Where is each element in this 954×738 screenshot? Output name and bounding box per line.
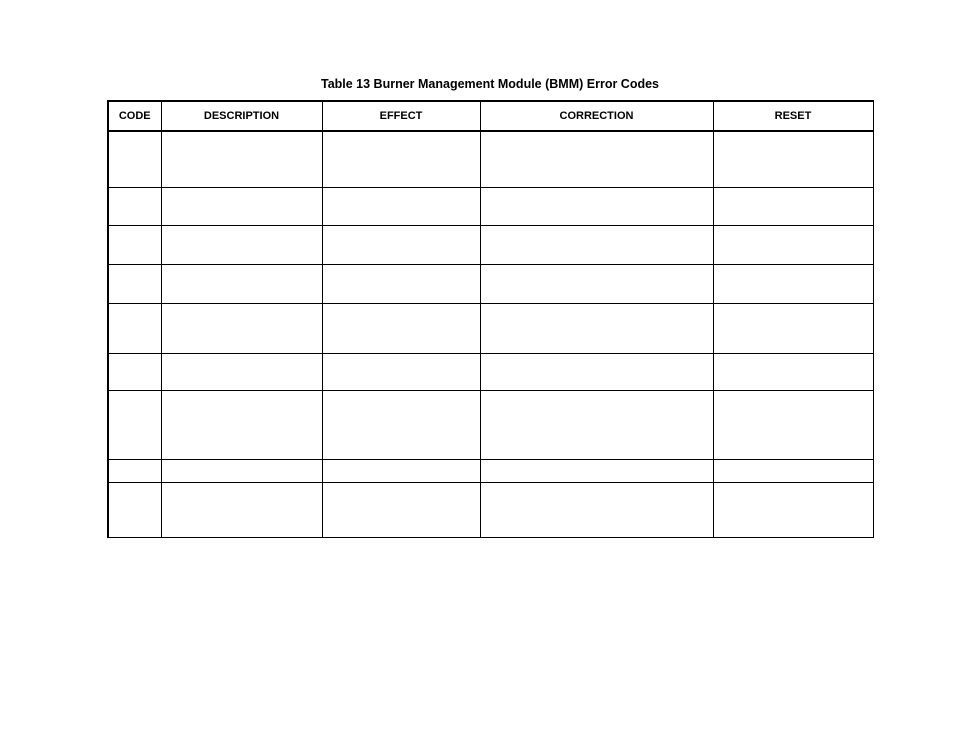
cell-effect bbox=[322, 354, 480, 391]
cell-effect bbox=[322, 304, 480, 354]
header-description: DESCRIPTION bbox=[161, 101, 322, 131]
cell-effect bbox=[322, 226, 480, 265]
table-row bbox=[108, 226, 873, 265]
cell-code bbox=[108, 354, 161, 391]
table-row bbox=[108, 265, 873, 304]
cell-code bbox=[108, 460, 161, 483]
cell-code bbox=[108, 483, 161, 538]
cell-reset bbox=[713, 188, 873, 226]
header-reset: RESET bbox=[713, 101, 873, 131]
cell-reset bbox=[713, 354, 873, 391]
cell-code bbox=[108, 131, 161, 188]
header-correction: CORRECTION bbox=[480, 101, 713, 131]
table-row bbox=[108, 304, 873, 354]
cell-code bbox=[108, 391, 161, 460]
table-row bbox=[108, 460, 873, 483]
cell-correction bbox=[480, 460, 713, 483]
cell-effect bbox=[322, 483, 480, 538]
cell-reset bbox=[713, 131, 873, 188]
cell-effect bbox=[322, 131, 480, 188]
cell-effect bbox=[322, 391, 480, 460]
table-row bbox=[108, 391, 873, 460]
table-row bbox=[108, 131, 873, 188]
cell-code bbox=[108, 265, 161, 304]
error-codes-table-container bbox=[107, 100, 872, 538]
cell-reset bbox=[713, 226, 873, 265]
cell-reset bbox=[713, 483, 873, 538]
cell-description bbox=[161, 460, 322, 483]
table-row bbox=[108, 483, 873, 538]
cell-correction bbox=[480, 391, 713, 460]
table-row bbox=[108, 188, 873, 226]
header-effect: EFFECT bbox=[322, 101, 480, 131]
header-code: CODE bbox=[108, 101, 161, 131]
cell-correction bbox=[480, 265, 713, 304]
cell-description bbox=[161, 265, 322, 304]
cell-description bbox=[161, 354, 322, 391]
cell-reset bbox=[713, 391, 873, 460]
cell-correction bbox=[480, 304, 713, 354]
cell-description bbox=[161, 131, 322, 188]
cell-effect bbox=[322, 265, 480, 304]
cell-effect bbox=[322, 188, 480, 226]
cell-correction bbox=[480, 354, 713, 391]
cell-correction bbox=[480, 483, 713, 538]
cell-description bbox=[161, 226, 322, 265]
cell-correction bbox=[480, 188, 713, 226]
error-codes-table bbox=[107, 100, 874, 538]
cell-reset bbox=[713, 265, 873, 304]
cell-code bbox=[108, 226, 161, 265]
cell-description bbox=[161, 304, 322, 354]
table-caption: Table 13 Burner Management Module (BMM) Error Codes bbox=[320, 77, 659, 91]
table-header-row bbox=[108, 101, 873, 131]
cell-description bbox=[161, 188, 322, 226]
cell-code bbox=[108, 188, 161, 226]
cell-reset bbox=[713, 460, 873, 483]
cell-description bbox=[161, 483, 322, 538]
cell-correction bbox=[480, 131, 713, 188]
cell-effect bbox=[322, 460, 480, 483]
cell-description bbox=[161, 391, 322, 460]
cell-correction bbox=[480, 226, 713, 265]
table-row bbox=[108, 354, 873, 391]
cell-code bbox=[108, 304, 161, 354]
cell-reset bbox=[713, 304, 873, 354]
